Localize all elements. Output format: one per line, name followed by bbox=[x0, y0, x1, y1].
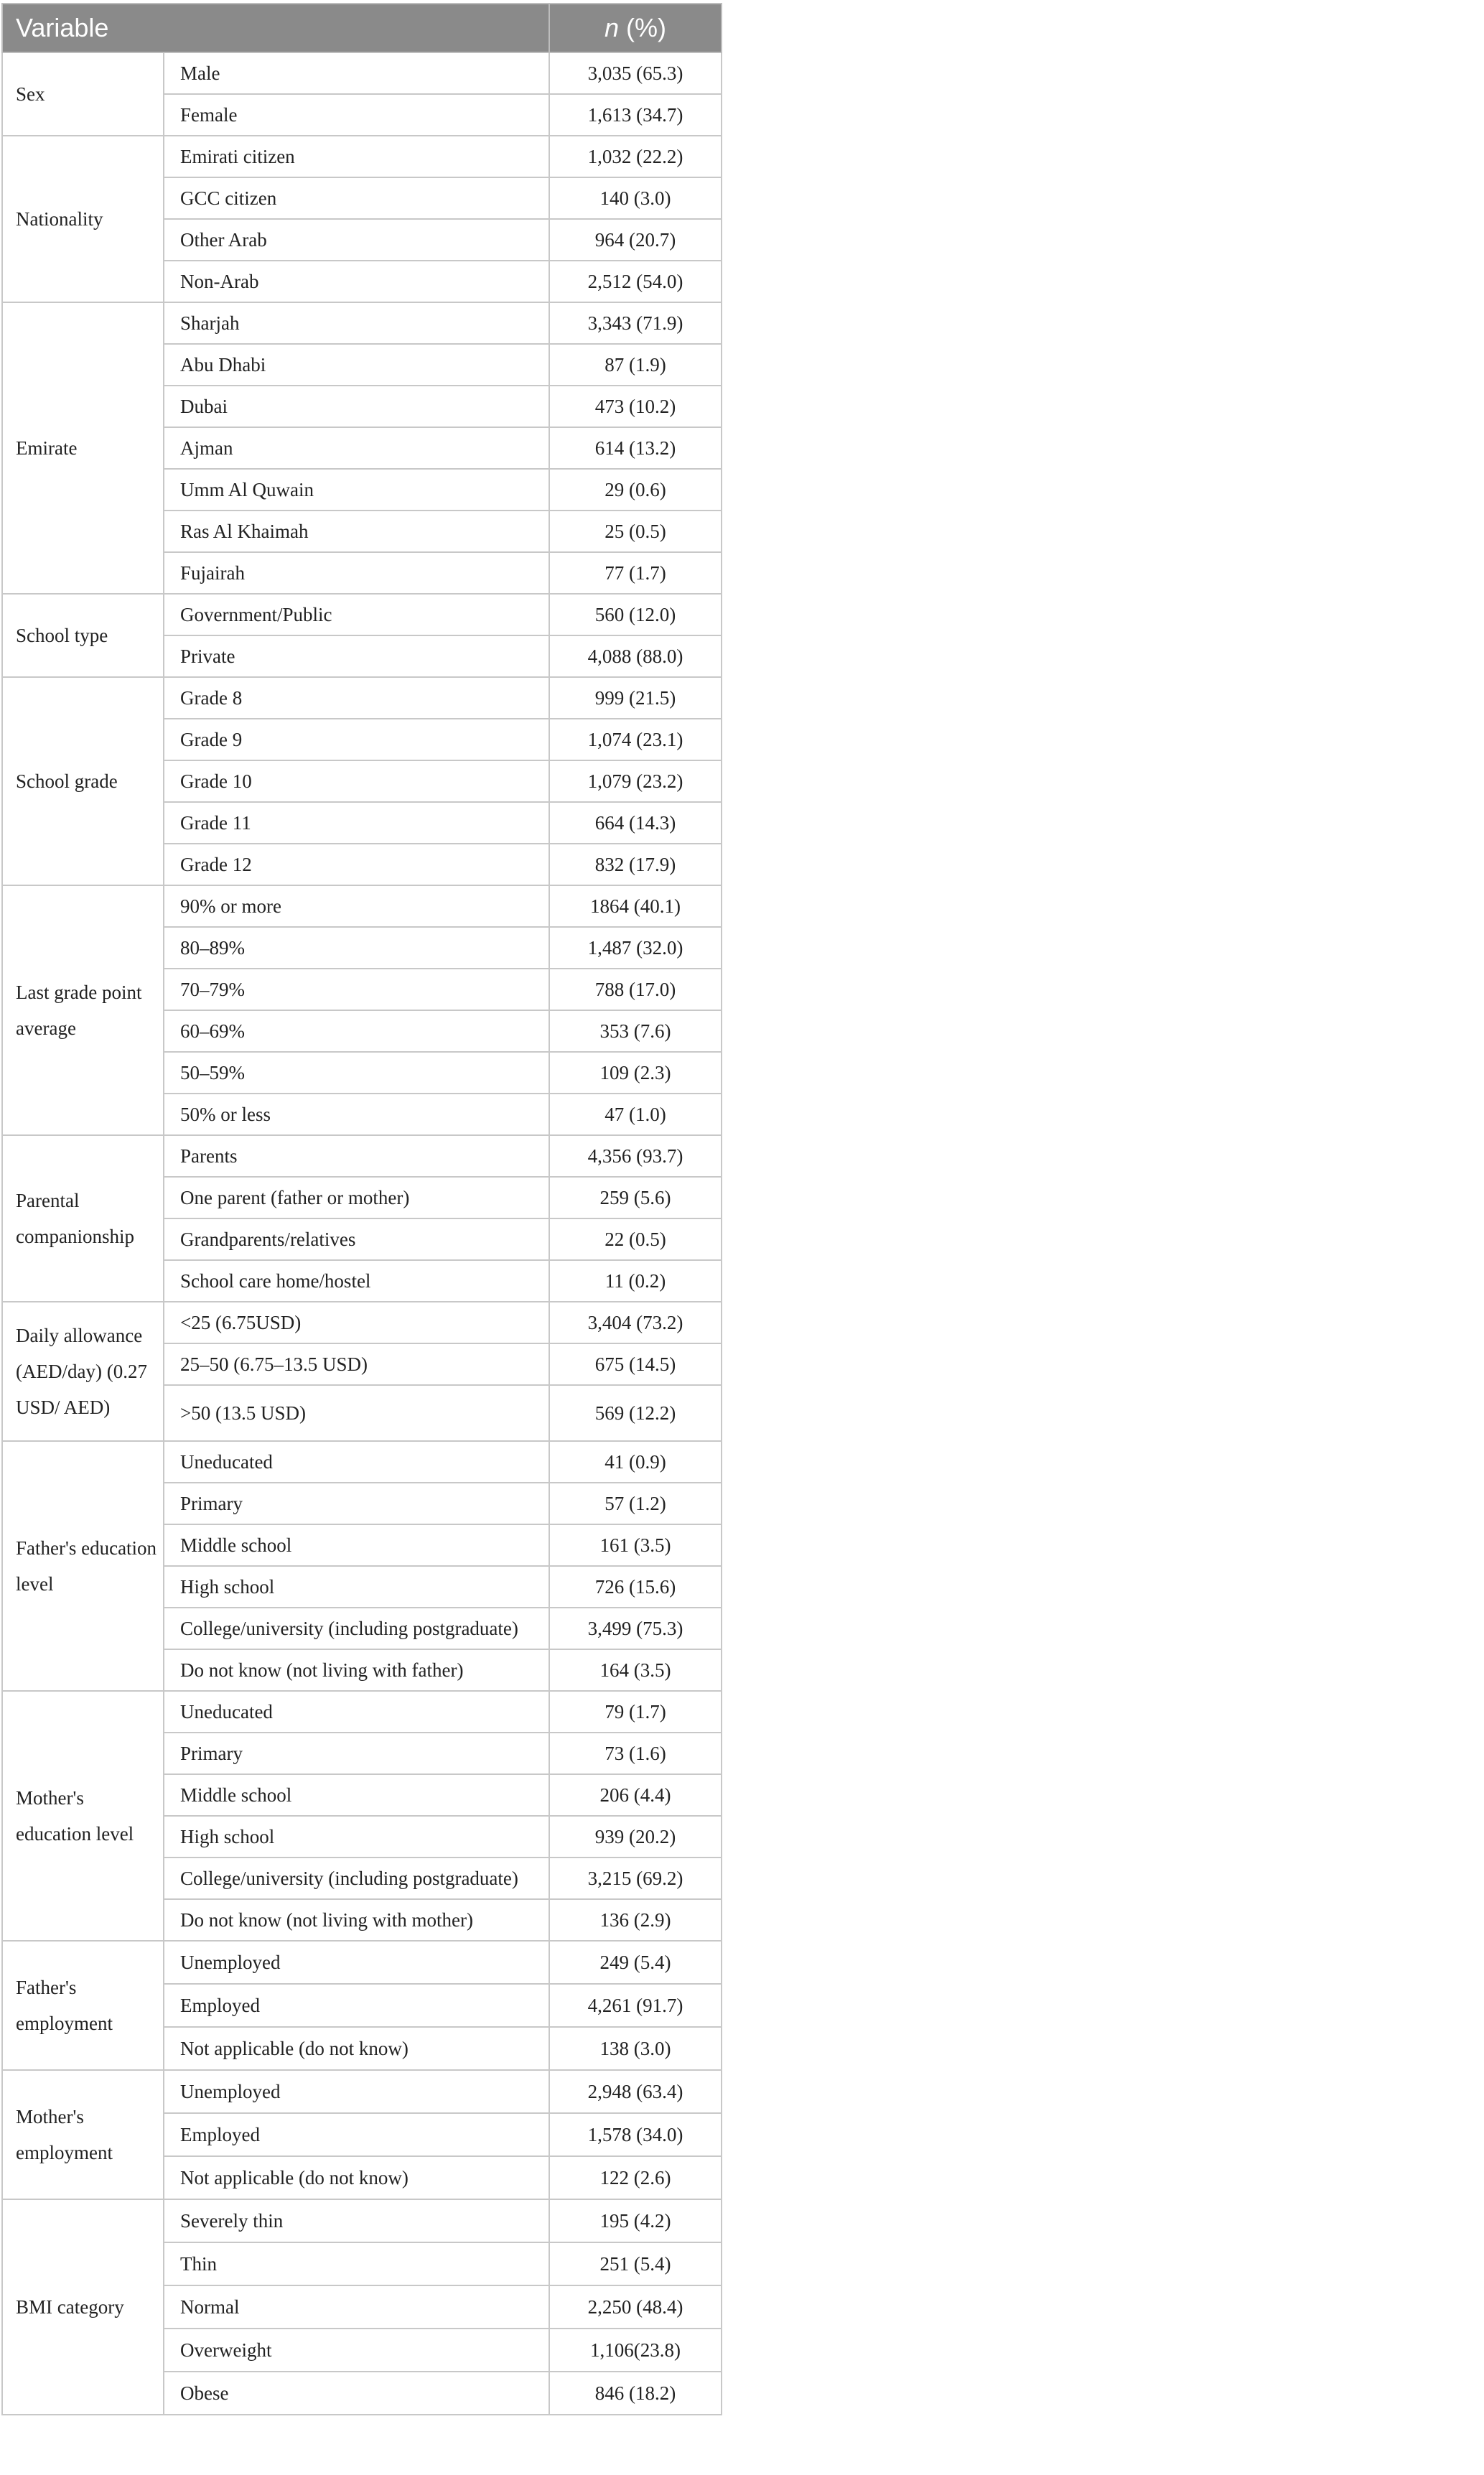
value-cell: 1864 (40.1) bbox=[549, 885, 722, 927]
category-cell: Primary bbox=[164, 1483, 549, 1524]
category-cell: Private bbox=[164, 635, 549, 677]
header-n-percent bbox=[549, 4, 722, 52]
table-row bbox=[2, 885, 722, 927]
value-cell: 675 (14.5) bbox=[549, 1343, 722, 1385]
header-n-suffix: (%) bbox=[619, 13, 667, 42]
value-cell: 164 (3.5) bbox=[549, 1649, 722, 1691]
value-cell: 3,035 (65.3) bbox=[549, 52, 722, 94]
variable-cell: BMI category bbox=[2, 2199, 164, 2415]
value-cell: 1,079 (23.2) bbox=[549, 760, 722, 802]
header-variable: Variable bbox=[2, 4, 549, 52]
category-cell: 80–89% bbox=[164, 927, 549, 969]
category-cell: >50 (13.5 USD) bbox=[164, 1385, 549, 1441]
value-cell: 2,512 (54.0) bbox=[549, 261, 722, 302]
value-cell: 57 (1.2) bbox=[549, 1483, 722, 1524]
category-cell: 50–59% bbox=[164, 1052, 549, 1094]
category-cell: 25–50 (6.75–13.5 USD) bbox=[164, 1343, 549, 1385]
category-cell: Government/Public bbox=[164, 594, 549, 635]
demographics-table bbox=[1, 3, 722, 2415]
category-cell: High school bbox=[164, 1566, 549, 1608]
value-cell: 1,487 (32.0) bbox=[549, 927, 722, 969]
value-cell: 87 (1.9) bbox=[549, 344, 722, 386]
category-cell: Uneducated bbox=[164, 1691, 549, 1733]
value-cell: 473 (10.2) bbox=[549, 386, 722, 427]
value-cell: 195 (4.2) bbox=[549, 2199, 722, 2242]
variable-cell: Father's education level bbox=[2, 1441, 164, 1691]
category-cell: 90% or more bbox=[164, 885, 549, 927]
value-cell: 22 (0.5) bbox=[549, 1218, 722, 1260]
value-cell: 136 (2.9) bbox=[549, 1899, 722, 1941]
category-cell: 60–69% bbox=[164, 1010, 549, 1052]
value-cell: 47 (1.0) bbox=[549, 1094, 722, 1135]
value-cell: 614 (13.2) bbox=[549, 427, 722, 469]
table-row bbox=[2, 1941, 722, 1984]
category-cell: College/university (including postgraduate) bbox=[164, 1858, 549, 1899]
table-row bbox=[2, 1441, 722, 1483]
category-cell: Grade 12 bbox=[164, 844, 549, 885]
category-cell: High school bbox=[164, 1816, 549, 1858]
table-row bbox=[2, 2070, 722, 2113]
category-cell: Grade 10 bbox=[164, 760, 549, 802]
category-cell: Grade 9 bbox=[164, 719, 549, 760]
value-cell: 4,261 (91.7) bbox=[549, 1984, 722, 2027]
category-cell: Other Arab bbox=[164, 219, 549, 261]
variable-cell: Nationality bbox=[2, 136, 164, 302]
category-cell: Ras Al Khaimah bbox=[164, 511, 549, 552]
category-cell: Umm Al Quwain bbox=[164, 469, 549, 511]
value-cell: 140 (3.0) bbox=[549, 177, 722, 219]
variable-cell: School grade bbox=[2, 677, 164, 885]
value-cell: 1,074 (23.1) bbox=[549, 719, 722, 760]
variable-cell: Sex bbox=[2, 52, 164, 136]
value-cell: 569 (12.2) bbox=[549, 1385, 722, 1441]
category-cell: Middle school bbox=[164, 1524, 549, 1566]
value-cell: 161 (3.5) bbox=[549, 1524, 722, 1566]
category-cell: Fujairah bbox=[164, 552, 549, 594]
category-cell: <25 (6.75USD) bbox=[164, 1302, 549, 1343]
value-cell: 788 (17.0) bbox=[549, 969, 722, 1010]
category-cell: Primary bbox=[164, 1733, 549, 1774]
category-cell: Grade 11 bbox=[164, 802, 549, 844]
category-cell: Overweight bbox=[164, 2329, 549, 2372]
value-cell: 726 (15.6) bbox=[549, 1566, 722, 1608]
value-cell: 999 (21.5) bbox=[549, 677, 722, 719]
category-cell: Male bbox=[164, 52, 549, 94]
category-cell: GCC citizen bbox=[164, 177, 549, 219]
variable-cell: Emirate bbox=[2, 302, 164, 594]
value-cell: 1,578 (34.0) bbox=[549, 2113, 722, 2156]
value-cell: 79 (1.7) bbox=[549, 1691, 722, 1733]
value-cell: 138 (3.0) bbox=[549, 2027, 722, 2070]
variable-cell: Parental companionship bbox=[2, 1135, 164, 1302]
table-body bbox=[2, 52, 722, 2415]
category-cell: Not applicable (do not know) bbox=[164, 2156, 549, 2199]
category-cell: 50% or less bbox=[164, 1094, 549, 1135]
category-cell: Employed bbox=[164, 1984, 549, 2027]
table-row bbox=[2, 136, 722, 177]
value-cell: 249 (5.4) bbox=[549, 1941, 722, 1984]
value-cell: 664 (14.3) bbox=[549, 802, 722, 844]
value-cell: 122 (2.6) bbox=[549, 2156, 722, 2199]
category-cell: One parent (father or mother) bbox=[164, 1177, 549, 1218]
table-row bbox=[2, 2199, 722, 2242]
table-row bbox=[2, 1302, 722, 1343]
category-cell: Obese bbox=[164, 2372, 549, 2415]
category-cell: Employed bbox=[164, 2113, 549, 2156]
category-cell: Female bbox=[164, 94, 549, 136]
value-cell: 964 (20.7) bbox=[549, 219, 722, 261]
category-cell: Middle school bbox=[164, 1774, 549, 1816]
variable-cell: Mother's education level bbox=[2, 1691, 164, 1941]
value-cell: 4,088 (88.0) bbox=[549, 635, 722, 677]
value-cell: 109 (2.3) bbox=[549, 1052, 722, 1094]
value-cell: 25 (0.5) bbox=[549, 511, 722, 552]
table-row bbox=[2, 1135, 722, 1177]
category-cell: School care home/hostel bbox=[164, 1260, 549, 1302]
value-cell: 206 (4.4) bbox=[549, 1774, 722, 1816]
table-row bbox=[2, 594, 722, 635]
category-cell: Thin bbox=[164, 2242, 549, 2285]
table-row bbox=[2, 1691, 722, 1733]
header-n-symbol: n bbox=[605, 13, 620, 42]
demographics-table-container bbox=[1, 3, 721, 2415]
category-cell: Uneducated bbox=[164, 1441, 549, 1483]
category-cell: Sharjah bbox=[164, 302, 549, 344]
value-cell: 353 (7.6) bbox=[549, 1010, 722, 1052]
category-cell: Do not know (not living with father) bbox=[164, 1649, 549, 1691]
variable-cell: Daily allowance (AED/day) (0.27 USD/ AED) bbox=[2, 1302, 164, 1441]
value-cell: 1,613 (34.7) bbox=[549, 94, 722, 136]
category-cell: Abu Dhabi bbox=[164, 344, 549, 386]
value-cell: 832 (17.9) bbox=[549, 844, 722, 885]
table-row bbox=[2, 677, 722, 719]
value-cell: 251 (5.4) bbox=[549, 2242, 722, 2285]
value-cell: 3,499 (75.3) bbox=[549, 1608, 722, 1649]
value-cell: 4,356 (93.7) bbox=[549, 1135, 722, 1177]
value-cell: 2,250 (48.4) bbox=[549, 2285, 722, 2329]
value-cell: 939 (20.2) bbox=[549, 1816, 722, 1858]
value-cell: 3,215 (69.2) bbox=[549, 1858, 722, 1899]
category-cell: Dubai bbox=[164, 386, 549, 427]
value-cell: 11 (0.2) bbox=[549, 1260, 722, 1302]
value-cell: 1,032 (22.2) bbox=[549, 136, 722, 177]
category-cell: College/university (including postgraduate) bbox=[164, 1608, 549, 1649]
category-cell: Non-Arab bbox=[164, 261, 549, 302]
category-cell: Emirati citizen bbox=[164, 136, 549, 177]
variable-cell: School type bbox=[2, 594, 164, 677]
variable-cell: Father's employment bbox=[2, 1941, 164, 2070]
value-cell: 3,343 (71.9) bbox=[549, 302, 722, 344]
category-cell: Do not know (not living with mother) bbox=[164, 1899, 549, 1941]
category-cell: Grade 8 bbox=[164, 677, 549, 719]
variable-cell: Last grade point average bbox=[2, 885, 164, 1135]
variable-cell: Mother's employment bbox=[2, 2070, 164, 2199]
category-cell: Unemployed bbox=[164, 2070, 549, 2113]
category-cell: Grandparents/relatives bbox=[164, 1218, 549, 1260]
table-row bbox=[2, 52, 722, 94]
category-cell: Not applicable (do not know) bbox=[164, 2027, 549, 2070]
category-cell: Severely thin bbox=[164, 2199, 549, 2242]
value-cell: 846 (18.2) bbox=[549, 2372, 722, 2415]
value-cell: 3,404 (73.2) bbox=[549, 1302, 722, 1343]
value-cell: 29 (0.6) bbox=[549, 469, 722, 511]
value-cell: 77 (1.7) bbox=[549, 552, 722, 594]
value-cell: 259 (5.6) bbox=[549, 1177, 722, 1218]
category-cell: Ajman bbox=[164, 427, 549, 469]
category-cell: Normal bbox=[164, 2285, 549, 2329]
value-cell: 1,106(23.8) bbox=[549, 2329, 722, 2372]
value-cell: 2,948 (63.4) bbox=[549, 2070, 722, 2113]
category-cell: Unemployed bbox=[164, 1941, 549, 1984]
category-cell: Parents bbox=[164, 1135, 549, 1177]
category-cell: 70–79% bbox=[164, 969, 549, 1010]
value-cell: 41 (0.9) bbox=[549, 1441, 722, 1483]
table-header-row bbox=[2, 4, 722, 52]
value-cell: 560 (12.0) bbox=[549, 594, 722, 635]
value-cell: 73 (1.6) bbox=[549, 1733, 722, 1774]
table-row bbox=[2, 302, 722, 344]
